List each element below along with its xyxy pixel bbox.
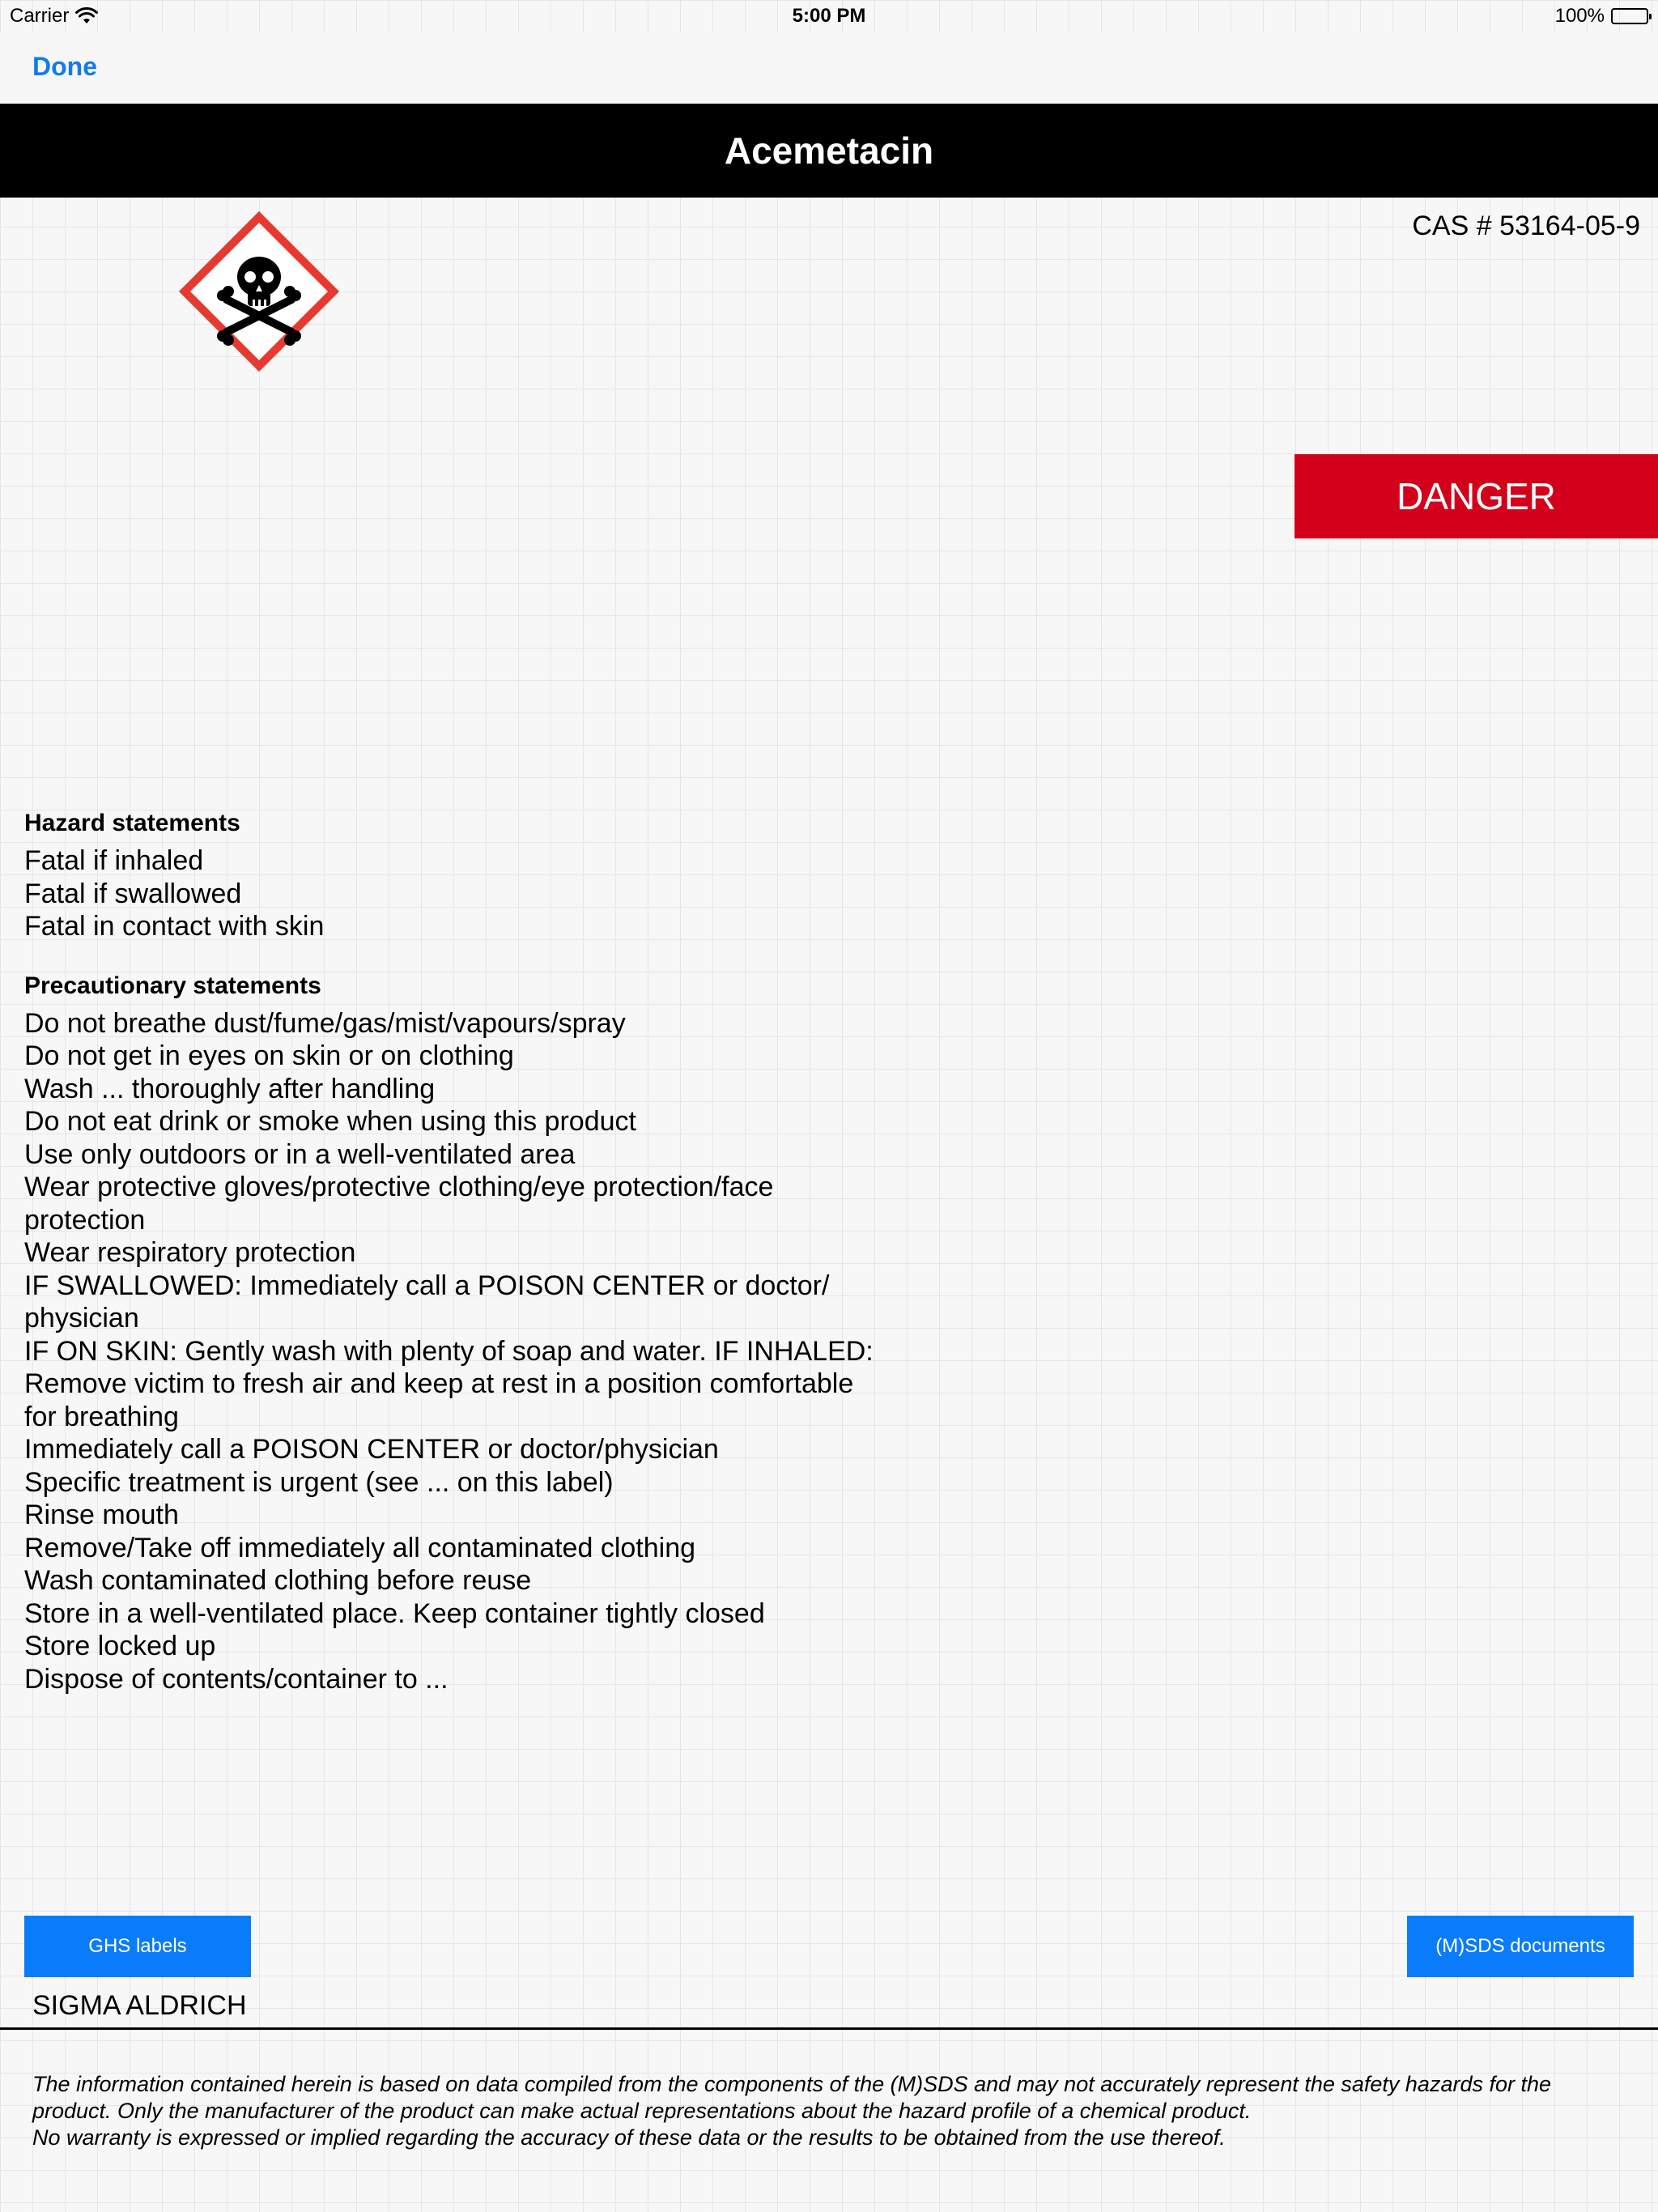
hazard-item: Fatal if swallowed (24, 878, 242, 909)
status-time: 5:00 PM (792, 5, 866, 27)
precaution-item: IF ON SKIN: Gently wash with plenty of soap and water. IF INHALED: Remove victim to fresh air and keep at rest in a position comfortable for breathing (24, 1335, 874, 1432)
statements-section (24, 807, 996, 1695)
cas-number: CAS # 53164-05-9 (1412, 211, 1640, 241)
precaution-item: Remove/Take off immediately all contaminated clothing (24, 1532, 696, 1563)
footer-divider (0, 2027, 1658, 2030)
hazard-heading: Hazard statements (24, 810, 240, 836)
precautionary-statements (24, 970, 996, 1696)
precaution-item: Wash ... thoroughly after handling (24, 1073, 436, 1104)
status-battery (1555, 5, 1648, 28)
msds-documents-button[interactable]: (M)SDS documents (1407, 1916, 1634, 1977)
precaution-item: Store locked up (24, 1631, 216, 1661)
precaution-item: Rinse mouth (24, 1499, 179, 1530)
page-title: Acemetacin (0, 104, 1658, 198)
battery-percent: 100% (1554, 5, 1605, 27)
precaution-item: Do not eat drink or smoke when using this product (24, 1106, 636, 1137)
precautionary-heading: Precautionary statements (24, 972, 321, 999)
hazard-item: Fatal if inhaled (24, 845, 204, 876)
disclaimer-line: No warranty is expressed or implied regarding the accuracy of these data or the results to be obtained from the use thereof. (32, 2125, 1226, 2150)
precaution-item: Immediately call a POISON CENTER or doctor/physician (24, 1434, 719, 1465)
disclaimer-line: The information contained herein is based on data compiled from the components of the (M)SDS and may not accurately represent the safety hazards for the product. Only the manufacturer of the product can make actual representations about the hazard profile of a chemical product. (32, 2072, 1552, 2123)
disclaimer (32, 2071, 1635, 2151)
hazard-statements (24, 807, 996, 943)
precaution-item: Dispose of contents/container to ... (24, 1663, 449, 1695)
hazard-item: Fatal in contact with skin (24, 911, 325, 942)
precaution-item: IF SWALLOWED: Immediately call a POISON CENTER or doctor/ physician (24, 1270, 830, 1334)
done-button[interactable]: Done (32, 52, 97, 81)
status-bar (0, 0, 1658, 32)
manufacturer-name: SIGMA ALDRICH (32, 1990, 247, 2021)
precautionary-list (24, 1007, 874, 1696)
precaution-item: Wear protective gloves/protective clothing/eye protection/face protection (24, 1172, 774, 1236)
nav-bar (0, 32, 1658, 104)
hazard-list (24, 844, 996, 943)
precaution-item: Specific treatment is urgent (see ... on this label) (24, 1466, 614, 1498)
precaution-item: Do not get in eyes on skin or on clothing (24, 1040, 514, 1071)
ghs-labels-button[interactable]: GHS labels (24, 1916, 251, 1977)
carrier-label: Carrier (10, 5, 70, 27)
precaution-item: Do not breathe dust/fume/gas/mist/vapours/spray (24, 1007, 626, 1039)
precaution-item: Wear respiratory protection (24, 1237, 356, 1268)
skull-and-crossbones-icon (178, 211, 340, 372)
precaution-item: Wash contaminated clothing before reuse (24, 1565, 532, 1596)
precaution-item: Use only outdoors or in a well-ventilated area (24, 1138, 576, 1170)
precaution-item: Store in a well-ventilated place. Keep container tightly closed (24, 1597, 765, 1629)
signal-word-badge: DANGER (1295, 454, 1658, 538)
battery-icon (1611, 8, 1648, 24)
